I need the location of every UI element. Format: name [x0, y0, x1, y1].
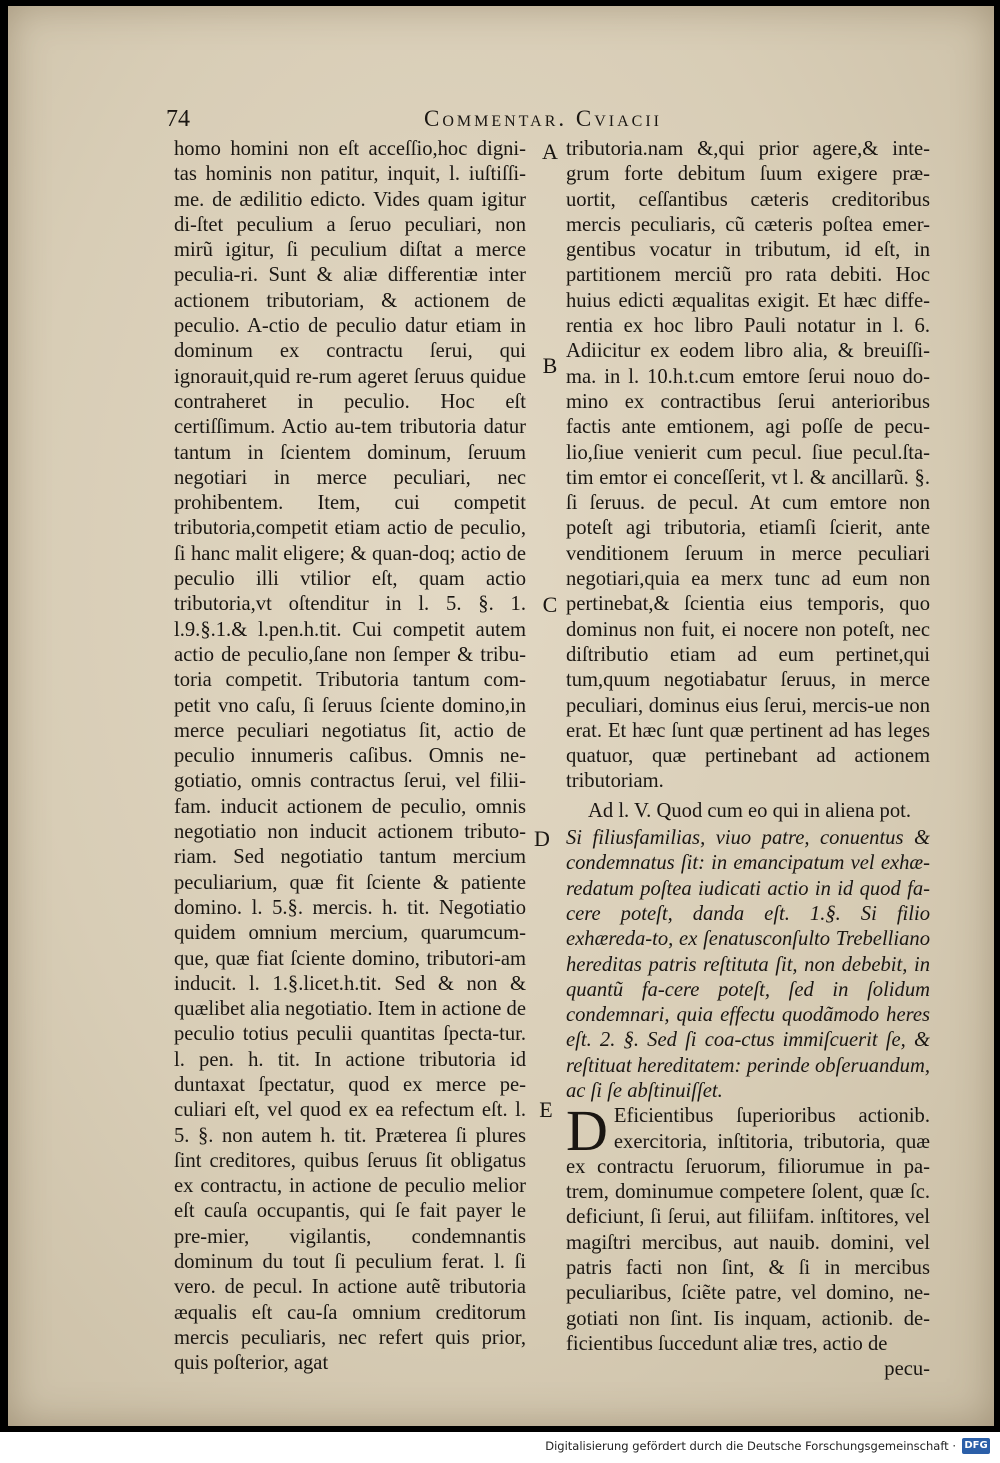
footer-bar [0, 1432, 1000, 1463]
margin-letter-b: B [542, 353, 558, 378]
running-title: Commentar. Cviacii [424, 106, 663, 131]
page-header [166, 102, 946, 142]
left-column [174, 137, 526, 1377]
margin-letter-c: C [542, 592, 558, 617]
left-column-text: homo homini non eſt acceſſio,hoc digni-tas hominis non patitur, inquit, l. iuſtiſſi-me. de ædilitio edicto. Vides quam igitur di-ſtet peculium a ſeruo peculiari, non mirũ igitur, ſi peculium diſtat a merce peculia-ri. Sunt & aliæ differentiæ inter actionem tributoriam, & actionem de peculio. A-ctio de peculio datur etiam in dominum ex contractu ſerui, qui ignorauit,quid re-rum ageret ſeruus quidue contraheret in peculio. Hoc eſt certiſſimum. Actio au-tem tributoria datur tantum in ſcientem dominum, ſeruum negotiari in merce peculiari, nec prohibentem. Item, cui competit tributoria,competit etiam actio de peculio, ſi hanc malit eligere; & quan-doq; actio de peculio illi vtilior eſt, quam actio tributoria,vt oſtenditur in l. 5. §. 1. l.9.§.1.& l.pen.h.tit. Cui competit autem actio de peculio,ſane non ſemper & tribu-toria competit. Tributoria tantum com-petit vno caſu, ſi ſeruus ſciente domino,in merce peculiari negotiatus ſit, actio de peculio innumeris caſibus. Omnis ne-gotiatio, omnis contractus ſerui, vel filii-fam. inducit actionem de peculio, omnis negotiatio non inducit actionem tributo-riam. Sed negotiatio tantum mercium peculiarium, quæ fit ſciente & patiente domino. l. 5.§. mercis. h. tit. Negotiatio quidem omnium mercium, quarumcum-que, quæ fiat ſciente domino, tributori-am inducit. l. 1.§.licet.h.tit. Sed & non & quælibet alia negotiatio. Item in actione de peculio totius peculii quantitas ſpecta-tur. l. pen. h. tit. In actione tributoria id duntaxat ſpectatur, quod ex merce pe-culiari eſt, vel quod ex ea refectum eſt. l. 5. §. non autem h. tit. Præterea ſi plures ſint creditores, quibus ſeruus ſit obligatus ex contractu, in actione de peculio melior eſt cauſa occupantis, qui ſe fait payer le pre-mier, vigilantis, condemnantis dominum du tout ſi peculium ferat. l. ſi vero. de pecul. In actione autẽ tributoria æqualis eſt cau-ſa omnium creditorum mercis peculiaris, nec refert quis prior, quis poſterior, agat [174, 138, 526, 1375]
dfg-logo: DFG [962, 1438, 990, 1454]
right-paragraph-2-text: Eficientibus ſuperioribus actionib. exercitoria, inſtitoria, tributoria, quæ ex contractu ſeruorum, filiorumue in pa-trem, dominumue competere ſolent, quæ ſc. deficiunt, ſi ſerui, aut filiifam. inſtitores, vel magiſtri mercibus, aut nauib. domini, vel patris facti non ſint, & ſi in mercibus peculiaribus, ſciẽte patre, vel domino, ne-gotiati non ſint. Iis inquam, actionib. de-ficientibus ſuccedunt aliæ tres, actio de [566, 1105, 930, 1355]
right-paragraph-1: tributoria.nam &,qui prior agere,& inte-grum forte debitum ſuum exigere præ-uortit, ceſſantibus cæteris creditoribus mercis peculiaris, cũ cæteris poſtea emer-gentibus vocatur in tributum, id eſt, in partitionem merciũ pro rata debiti. Hoc huius edicti æqualitas exigit. Et hæc diffe-rentia ex hoc libro Pauli notatur in l. 6. Adiicitur ex eodem libro alia, & breuiſſi-ma. in l. 10.h.t.cum emtore ſerui nouo do-mino ex contractibus ſerui anterioribus factis ante emtionem, agi poſſe de pecu-lio,ſiue venierit cum pecul. ſiue pecul.ſta-tim emtor ei conceſſerit, vt l. & ancillarũ. §. ſi ſeruus. de pecul. At cum emtore non poteſt agi tributoria, etiamſi ſcierit, ante venditionem ſeruum in merce peculiari negotiari,quia ea merx tunc ad eum non pertinebat,& ſcientia eius temporis, quo dominus non fuit, ei nocere non poteſt, nec diſtributio etiam ad eum pertinet,qui tum,quum negotiabatur ſeruus, in merce peculiari, dominus eius ſerui, mercis-ue non erat. Et hæc ſunt quæ pertinent ad has leges quatuor, quæ pertinebant ad actionem tributoriam. [566, 138, 930, 793]
section-heading: Ad l. V. Quod cum eo qui in aliena pot. [588, 799, 911, 822]
section-summary: Si filiusfamilias, viuo patre, conuentus & condemnatus ſit: in emancipatum vel exhæ-redatum poſtea iudicati actio in id quod fa-cere poteſt, danda eſt. 1.§. Si filio exhæreda-to, ex ſenatusconſulto Trebelliano hereditas patris reſtituta ſit, non debebit, in quantũ fa-cere poteſt, ſed in ſolidum condemnari, quia effectu quodãmodo heres eſt. 2. §. Sed ſi coa-ctus immiſcuerit ſe, & reſtituat hereditatem: perinde obſeruandum, ac ſi ſe abſtinuiſſet. [566, 827, 930, 1102]
page-number: 74 [166, 106, 190, 132]
margin-letter-e: E [539, 1097, 553, 1122]
right-paragraph-2 [566, 1098, 930, 1357]
right-column [566, 137, 930, 1383]
drop-cap: D [566, 1098, 608, 1164]
margin-letter-a: A [542, 139, 558, 164]
margin-letter-d: D [534, 826, 550, 851]
catchword: pecu- [884, 1358, 930, 1381]
footer-credit: Digitalisierung gefördert durch die Deutsche Forschungsgemeinschaft · [545, 1439, 956, 1453]
